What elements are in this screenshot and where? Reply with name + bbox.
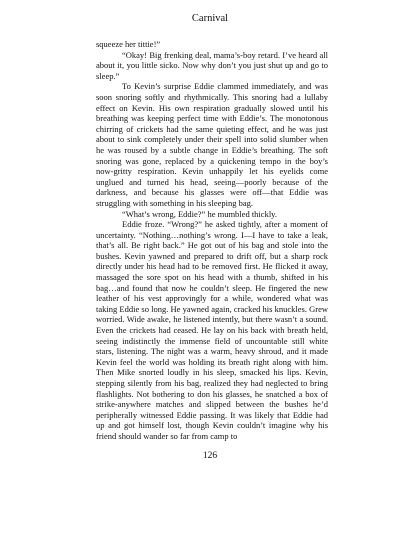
paragraph: squeeze her tittie!” [96, 39, 161, 49]
paragraph: “Okay! Big frenking deal, mama’s-boy retard. I’ve heard all about it, you little sicko. Now why don’t you just shut up and go to sleep.” [96, 49, 328, 81]
paragraph: Eddie froze. “Wrong?” he asked tightly, after a moment of uncertainty. “Nothing…nothing’s wrong. I—I have to take a leak, that’s all. Be right back.” He got out of his bag and stole into the bushes. Kevin yawned and prepared to drift off, but a sharp rock directly under his head had to be removed first. He flicked it away, massaged the sore spot on his head with a thumb, shifted in his bag…and found that now he couldn’t sleep. He fingered the new leather of his vest approvingly for a while, wondered what was taking Eddie so long. He yawned again, cracked his knuckles. Grew worried. Wide awake, he listened intently, but there wasn’t a sound. Even the crickets had ceased. He lay on his back with breath held, seeing indistinctly the immense field of uncountable still white stars, listening. The night was a warm, heavy shroud, and it made Kevin feel the world was holding its breath right along with him. Then Mike snorted loudly in his sleep, smacked his lips. Kevin, stepping silently from his bag, realized they had neglected to bring flashlights. Not bothering to don his glasses, he snatched a box of strike-anywhere matches and slipped between the bushes he’d peripherally witnessed Eddie passing. It was likely that Eddie had up and got himself lost, though Kevin couldn’t imagine why his friend should wander so far from camp to [96, 219, 328, 441]
body-text [96, 39, 328, 442]
paragraph: “What’s wrong, Eddie?” he mumbled thickly. [122, 208, 278, 219]
paragraph: To Kevin’s surprise Eddie clammed immediately, and was soon snoring softly and rhythmically. This snoring had a lullaby effect on Kevin. His own respiration gradually slowed until his breathing was keeping perfect time with Eddie’s. The monotonous chirring of crickets had the same quieting effect, and he was just about to sink completely under their spell into solid slumber when he was roused by a subtle change in Eddie’s breathing. The soft snoring was gone, replaced by a quickening tempo in the boy’s now-gritty respiration. Kevin unhappily let his eyelids come unglued and turned his head, seeing—poorly because of the darkness, and because his glasses were off—that Eddie was struggling with something in his sleeping bag. [96, 81, 328, 208]
running-head: Carnival [191, 13, 229, 24]
page-number: 126 [202, 451, 218, 461]
